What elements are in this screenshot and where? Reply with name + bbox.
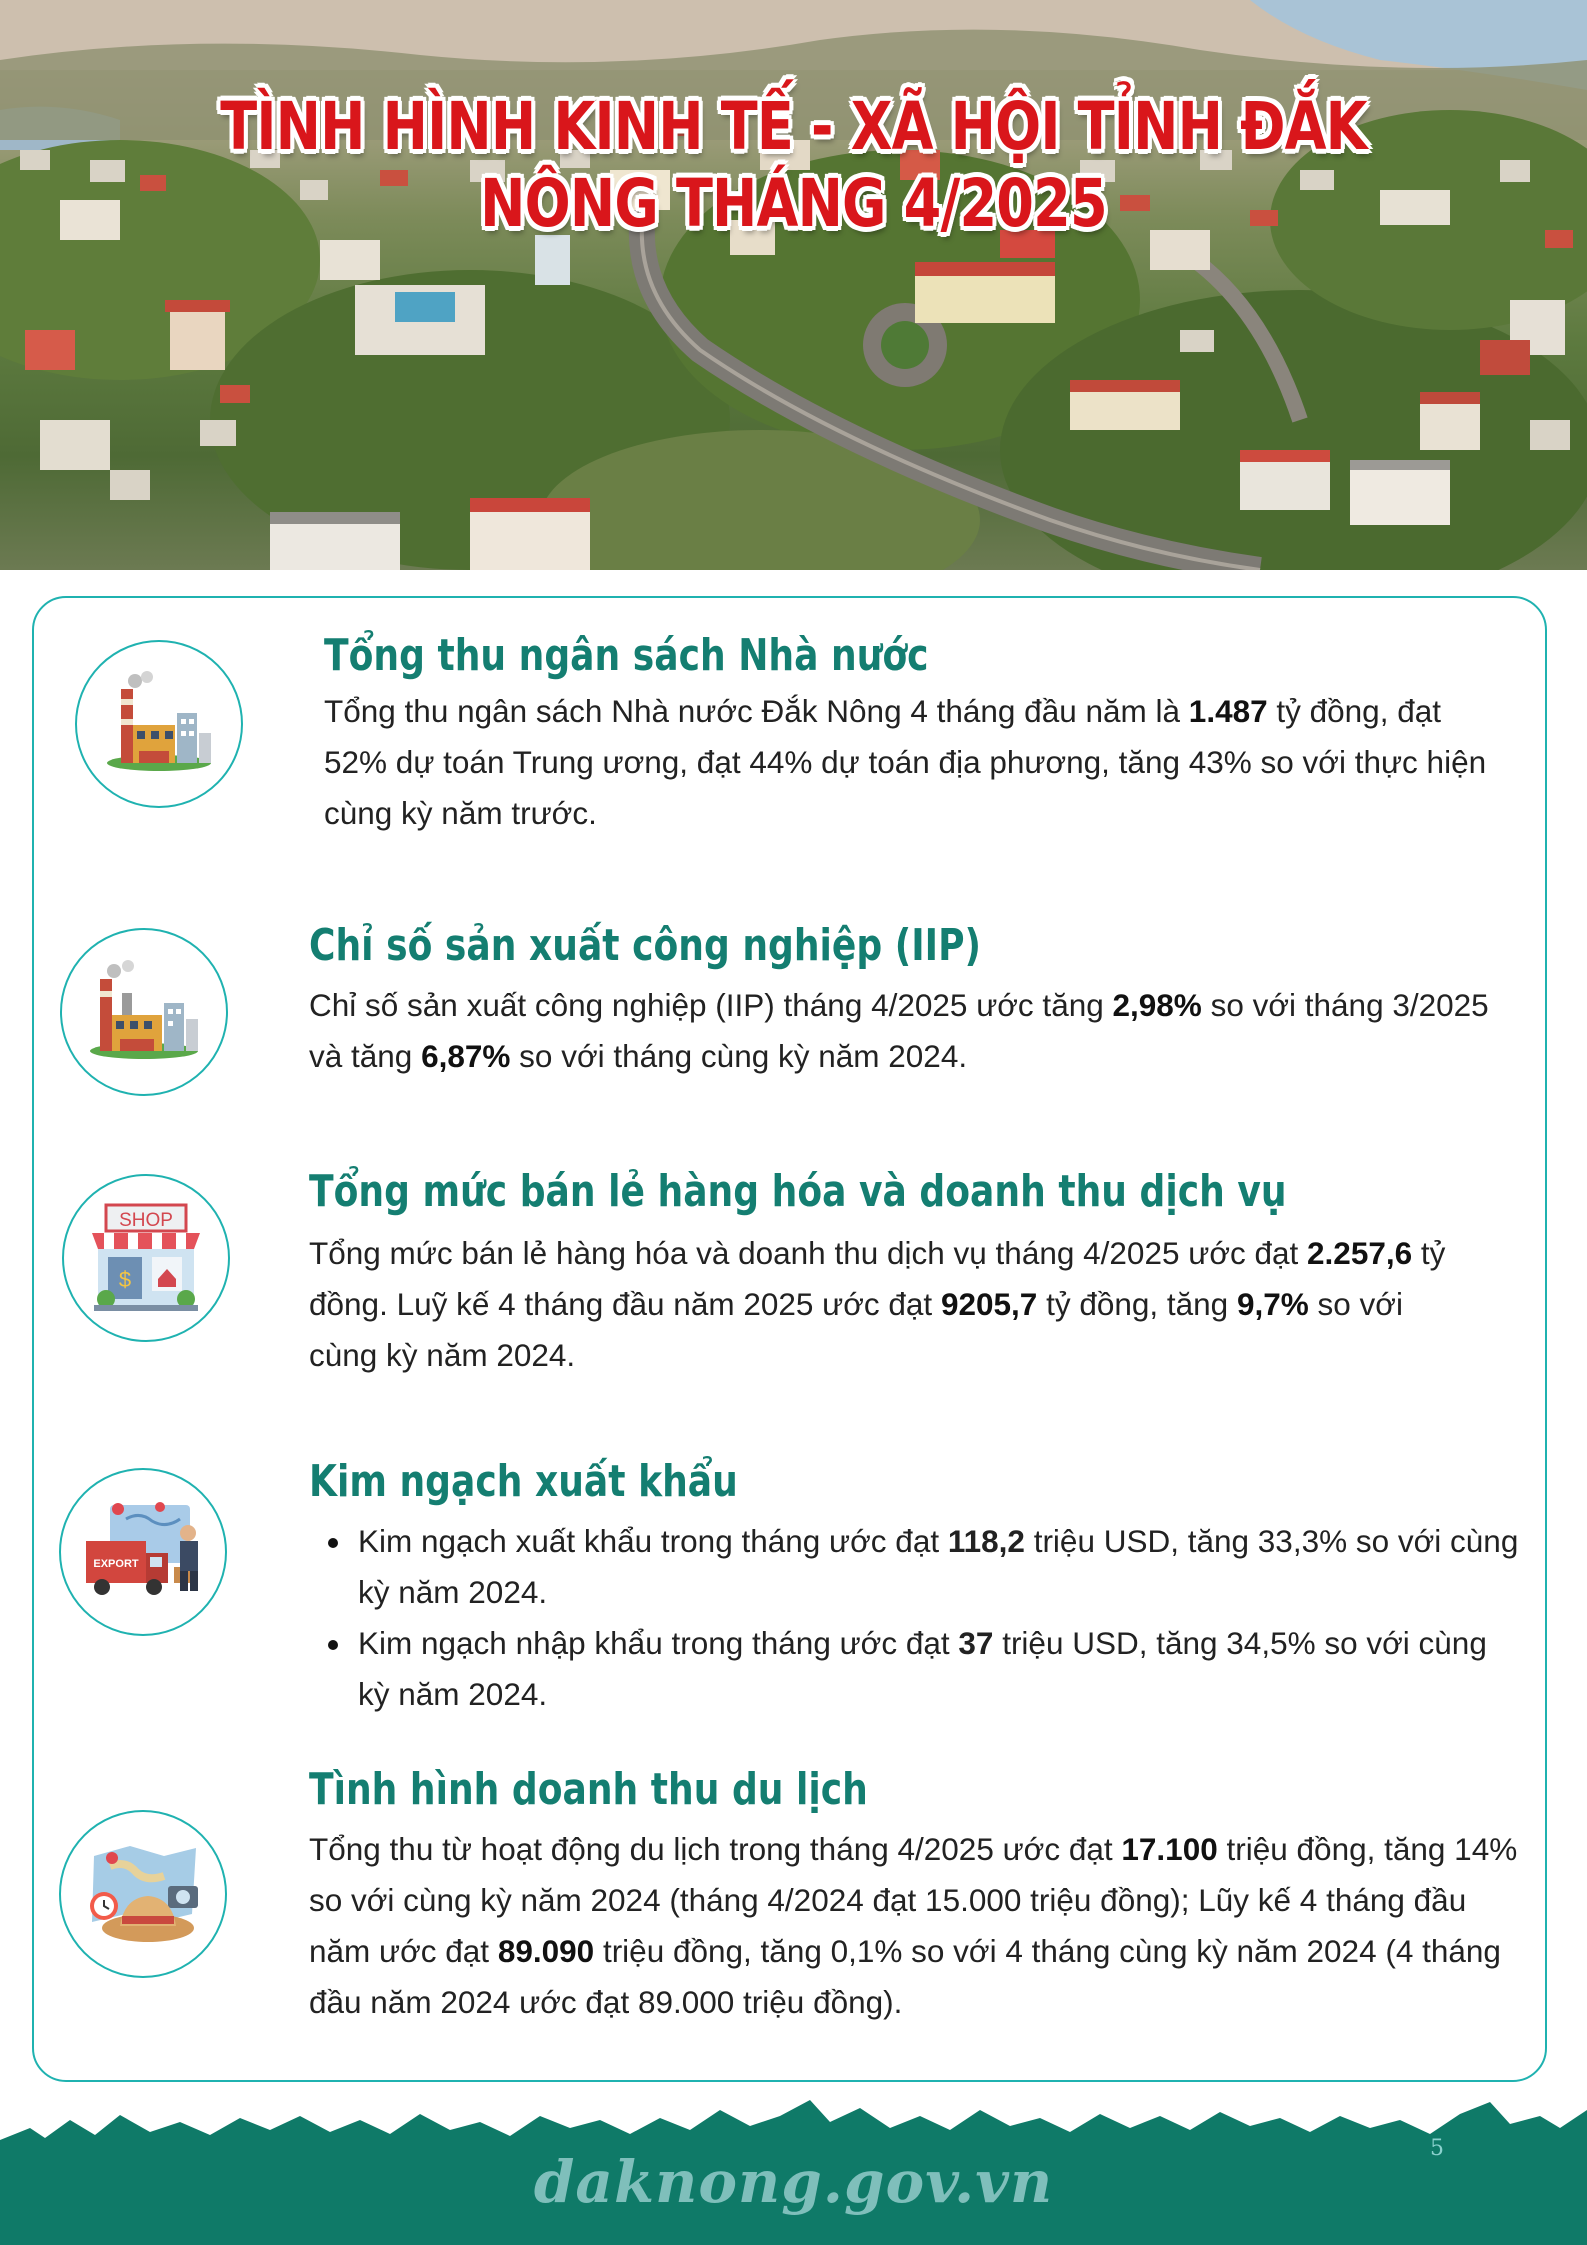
shop-icon: [86, 1199, 206, 1317]
iip-icon-circle: [60, 928, 228, 1096]
section-title-tourism: Tình hình doanh thu du lịch: [309, 1764, 868, 1815]
value-retail-ytd: 9205,7: [940, 1286, 1038, 1322]
value-iip-month: 2,98%: [1112, 987, 1202, 1023]
section-title-budget: Tổng thu ngân sách Nhà nước: [324, 630, 929, 681]
section-title-retail: Tổng mức bán lẻ hàng hóa và doanh thu dịch vụ: [309, 1166, 1287, 1217]
page-number: 5: [1430, 2136, 1444, 2161]
website-watermark: daknong.gov.vn: [533, 2148, 1054, 2216]
budget-revenue-icon-circle: [75, 640, 243, 808]
list-item: Kim ngạch xuất khẩu trong tháng ước đạt 118,2 triệu USD, tăng 33,3% so với cùng kỳ năm 2024.: [324, 1516, 1524, 1618]
hero-banner: [0, 0, 1587, 570]
svg-text:EXPORT: EXPORT: [93, 1558, 139, 1570]
svg-text:$: $: [118, 1267, 132, 1292]
value-retail-month: 2.257,6: [1307, 1235, 1413, 1271]
page-title: TÌNH HÌNH KINH TẾ - XÃ HỘI TỈNH ĐẮK NÔNG THÁNG 4/2025: [220, 88, 1367, 242]
section-title-iip: Chỉ số sản xuất công nghiệp (IIP): [309, 920, 982, 971]
retail-icon-circle: [62, 1174, 230, 1342]
export-icon-circle: [59, 1468, 227, 1636]
factory-icon: [99, 669, 219, 779]
value-import: 37: [958, 1625, 994, 1661]
value-budget-total: 1.487: [1188, 693, 1268, 729]
travel-icon: [80, 1836, 206, 1952]
section-body-budget: Tổng thu ngân sách Nhà nước Đắk Nông 4 tháng đầu năm là 1.487 tỷ đồng, đạt 52% dự toán Trung ương, đạt 44% dự toán địa phương, tăng 43% so với thực hiện cùng kỳ năm trước.: [324, 693, 1487, 831]
list-item: Kim ngạch nhập khẩu trong tháng ước đạt 37 triệu USD, tăng 34,5% so với cùng kỳ năm 2024.: [324, 1618, 1524, 1720]
industrial-plant-icon: [82, 957, 206, 1067]
svg-text:SHOP: SHOP: [119, 1210, 173, 1231]
city-aerial-illustration: [0, 0, 1587, 570]
value-tourism-month: 17.100: [1121, 1831, 1218, 1867]
export-truck-icon: [80, 1497, 206, 1607]
tourism-icon-circle: [59, 1810, 227, 1978]
value-export: 118,2: [947, 1523, 1025, 1559]
value-retail-growth: 9,7%: [1236, 1286, 1309, 1322]
export-bullet-list: [324, 1516, 1524, 1720]
content-card: [32, 596, 1547, 2082]
section-body-tourism: Tổng thu từ hoạt động du lịch trong tháng 4/2025 ước đạt 17.100 triệu đồng, tăng 14% so với cùng kỳ năm 2024 (tháng 4/2024 đạt 15.000 triệu đồng); Lũy kế 4 tháng đầu năm ước đạt 89.090 triệu đồng, tăng 0,1% so với 4 tháng cùng kỳ năm 2024 (4 tháng đầu năm 2024 ước đạt 89.000 triệu đồng).: [309, 1831, 1518, 2020]
section-body-iip: Chỉ số sản xuất công nghiệp (IIP) tháng 4/2025 ước tăng 2,98% so với tháng 3/2025 và tăng 6,87% so với tháng cùng kỳ năm 2024.: [309, 987, 1489, 1074]
value-tourism-ytd: 89.090: [497, 1933, 595, 1969]
section-title-export: Kim ngạch xuất khẩu: [309, 1456, 738, 1507]
footer: [0, 2080, 1587, 2245]
value-iip-year: 6,87%: [421, 1038, 511, 1074]
section-body-retail: Tổng mức bán lẻ hàng hóa và doanh thu dịch vụ tháng 4/2025 ước đạt 2.257,6 tỷ đồng. Luỹ kế 4 tháng đầu năm 2025 ước đạt 9205,7 tỷ đồng, tăng 9,7% so với cùng kỳ năm 2024.: [309, 1235, 1446, 1373]
